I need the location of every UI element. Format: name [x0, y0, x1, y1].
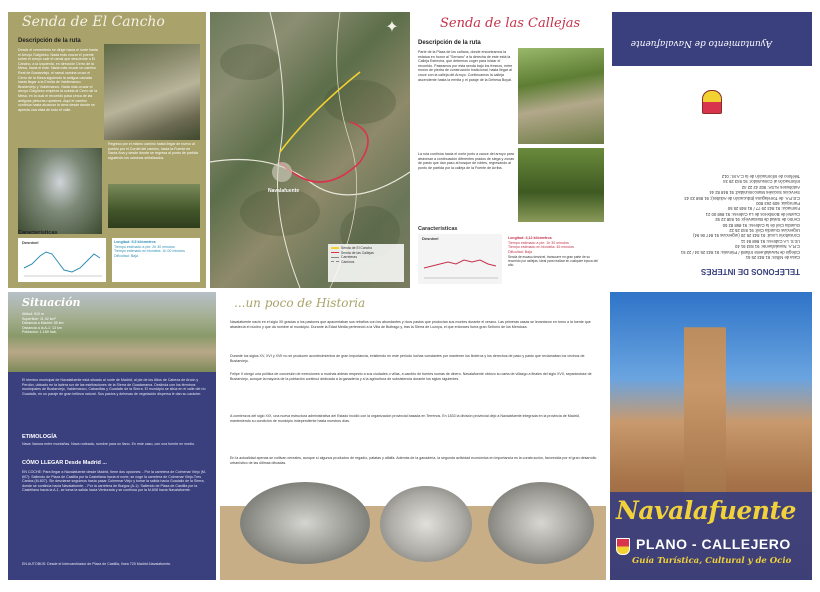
callejas-char-heading: Características: [418, 226, 458, 232]
legend-item-cancho: Senda de El Cancho: [331, 246, 401, 251]
callejas-desc-text: Parte de la Plaza de los cañaos, donde encontramos la estatua en honor al "Serrano" a la derecha de este está la Calleja Estrecha, que debemos coger para iniciar el recorrido. Paseamos por esta senda bajo los fresnos, entre muros de piedra de construcción tradicional, hasta llegar al cruce con la calleja del Arroyo. Continuamos la calleja ascendente hasta la ermita y el paraje de la Dehesa Boyal.: [418, 50, 513, 82]
callejas-stats-box: [506, 234, 604, 284]
phone-line: Información al Consumidor: 91 843 29 34: [723, 179, 800, 185]
callejas-note: Senda de escaso desnivel, transcurre en gran parte de su recorrido por callejas. Ideal para realizar en cualquier época del año.: [508, 255, 598, 268]
callejas-stat: Tiempo estimado a pie: 1h 30 minutos: [508, 240, 569, 245]
callejas-desc-heading: Descripción de la ruta: [418, 40, 481, 46]
legend-item-roads: Carreteras: [331, 255, 401, 260]
bus-text: EN AUTOBÚS: Desde el Intercambiador de Plaza de Castilla, línea 725 Madrid-Navalafuente.: [22, 562, 172, 566]
phone-line: Cuartel de Bomberos de La Cabrera: 91 868 00 21: [705, 211, 800, 217]
callejas-stat: Tiempo estimado en bicicleta: 45 minutos: [508, 245, 574, 250]
cancho-photo-rocks: [104, 44, 200, 140]
route-map[interactable]: [210, 12, 410, 288]
cancho-stat: Tiempo estimado en bicicleta: 1h 00 minutos: [114, 249, 185, 254]
map-place-label: Navalafuente: [268, 188, 300, 194]
cancho-profile-chart: [18, 238, 106, 282]
cancho-desc-text2: Regreso por el mismo camino hasta llegar de nuevo al pueblo por el Cordel del camino, hacia la Fuente de Santa Ana y desde donde se regresa al punto de partida siguiendo los caminos señalizados.: [108, 142, 198, 160]
situacion-panel: [8, 292, 216, 580]
phone-line: Urgencias Guardia Civil: 91 843 25 22: [729, 227, 800, 233]
phone-line: Teléfono de Información de la C.A.M.: 012: [721, 173, 800, 179]
cancho-stat: Dificultad: Baja: [114, 253, 138, 258]
situacion-datum: Distancia a la A-1: 13 km: [22, 325, 62, 330]
phones-title: TELÉFONOS DE INTERÉS: [700, 267, 800, 276]
historia-p4: A comienzos del siglo XIX, una nueva estructura administrativa del Estado incidió con la organización provincial basada en Terrenos. En 1833 la división provincial dejó a Navalafuente integrada en la provincia de Madrid, manteniendo su condición de municipio independiente hasta nuestros días.: [230, 414, 580, 423]
legend-item-callejas: Senda de las Callejas: [331, 251, 401, 256]
ayuntamiento-bar: [612, 12, 812, 66]
historia-photo-house: [488, 482, 594, 564]
coat-of-arms-icon: [702, 90, 722, 114]
historia-p3: Felipe II otorgó una política de concesión de exenciones a muchas aldeas respecto a sus ciudades o villas, a cambio de fuertes sumas de dinero. Navalafuente obtuvo su carta de villazgo a finales del siglo XVII, separándose de Bustarviejo, aunque la mayoría de la población continuó dedicada a la ganadería y a la agricultura de subsistencia durante los siglos siguientes.: [230, 372, 592, 381]
historia-p1: Navalafuente nació en el siglo XII gracias a los pastores que apacentaban sus rebaños con los abundantes y ricos pastos que producían sus montes durante el verano. Las primeras casas se levantaron en torno a la fuente que abastecía el núcleo y que da nombre al municipio. Durante la Edad Media perteneció a la Villa de Buitrago y, tras la Sierra de Lozoya, el que entonces fuera gran Señorío de los Mendoza.: [230, 320, 591, 329]
situacion-datum: Población: 1.169 hab.: [22, 330, 57, 335]
callejas-panel: [412, 12, 608, 288]
callejas-desc-text2: La ruta continúa hacia el norte junto a cauce del arroyo para atravesar a continuación diferentes prados de siega y zonas de pasto que dan paso al bosque de robles, regresando al punto de partida por la calleja de la Fuente de Arriba.: [418, 152, 514, 170]
cover-tagline: Guía Turística, Cultural y de Ocio: [632, 556, 792, 566]
cancho-stat: Longitud: 5,5 kilómetros: [114, 240, 156, 244]
historia-photo-village: [380, 486, 472, 562]
cover-coat-of-arms-icon: [616, 538, 630, 555]
cancho-stat: Tiempo estimado a pie: 2h 30 minutos: [114, 244, 175, 249]
cancho-desc-text: Desde el cementerio se dirige hacia el norte hasta el Arroyo Galgüeso. Nada más cruzar el puente sobre el arroyo sale el ramal que desciende a El Cancho, a la izquierda, en dirección Cerro de la Mesa, hacia el este. Nada más cruzar un camino Real de Bustarviejo, el ramal camina cruzo el Cerro de la Mesa siguiendo la antigua calzada hasta llegar a la Ermita de Valdemanco. Bustarviejo y Valdemanco. Nada más cruzar el arroyo Galgüeso empieza la subida al Cerro de la Mesa, en la cual el recorrido pasa cerca de las antiguas pinturas rupestres. Aquí el camino continúa hasta alcanzar la cima desde donde se aprecia una vista de todo el valle.: [18, 48, 98, 112]
compass-icon: ✦: [385, 19, 399, 36]
callejas-profile-chart: [418, 234, 502, 284]
callejas-stat: Dificultad: Baja: [508, 249, 532, 254]
cancho-char-heading: Características: [18, 230, 58, 236]
cover-panel: [610, 292, 812, 580]
directions-heading: CÓMO LLEGAR Desde Madrid ...: [22, 460, 107, 466]
cancho-stats-box: [112, 238, 200, 282]
historia-p2: Durante los siglos XV, XVI y XVII no se producen acontecimientos de gran importancia, existiendo en este período luchas constantes por mantener los linderos y los derechos de paso y pasto que reclamaban los vecinos de Bustarviejo.: [230, 354, 585, 363]
etymology-heading: ETIMOLOGÍA: [22, 434, 57, 440]
cover-title: Navalafuente: [616, 496, 796, 525]
callejas-stat: Longitud: 3,12 kilómetros: [508, 236, 552, 240]
cover-photo-church: [670, 312, 740, 502]
cancho-panel: [8, 12, 206, 288]
phone-line: Colegio de Navalafuente Infantil / Primaria: 91 843 25 34 / 22 51: [680, 249, 800, 255]
phone-line: Autobuses ALSA: 902 42 22 42: [741, 184, 800, 190]
phone-line: Casa de Niños: 91 843 25 61: [745, 255, 800, 260]
situacion-datum: Altitud: 910 m: [22, 312, 44, 316]
phone-line: Centro de Salud de Bustarviejo: 91 848 22 92: [715, 217, 800, 223]
situacion-datum: Distancia a Madrid: 55 km: [22, 321, 64, 326]
callejas-profile-label: Desnivel: [422, 236, 439, 241]
historia-photo-sheep: [240, 482, 370, 564]
phones-list: [620, 174, 800, 261]
cancho-profile-label: Desnivel: [22, 240, 39, 245]
historia-panel: [220, 292, 606, 580]
callejas-photo-path: [518, 48, 604, 144]
situacion-title: Situación: [22, 296, 81, 309]
cancho-desc-heading: Descripción de la ruta: [18, 38, 81, 44]
phone-line: C.R.A. Navalafuente: 91 843 91 40: [735, 244, 800, 250]
phones-panel: [612, 12, 812, 288]
cancho-photo-trees: [108, 184, 200, 228]
callejas-profile-box: [418, 234, 502, 284]
phone-line: C.E.P.A. de Torrelaguna (Educación de Adultos): 91 868 23 43: [684, 195, 800, 201]
situacion-datum: Superficie: 11,92 km²: [22, 316, 56, 321]
map-legend: [328, 244, 404, 282]
ayuntamiento-label: Ayuntamiento de Navalafuente: [630, 38, 772, 48]
historia-p5: En la actualidad apenas se cultivan cereales, aunque sí algunos productos de regadío, patatas y alfalfa. Además de la ganadería, la segunda actividad económica en importancia es la construcción, favorecida por el gran desarrollo urbanístico de las últimas décadas.: [230, 456, 597, 465]
callejas-photo-forest: [518, 148, 604, 222]
phone-line: Consultorio Local: 91 843 25 20 (urgencias 91 847 06 94): [693, 233, 800, 239]
phone-line: Farmacia: 91 843 29 77 / 91 848 25 50: [727, 206, 800, 212]
callejas-title: Senda de las Callejas: [440, 16, 581, 31]
situacion-intro: El término municipal de Navalafuente está situado al norte de Madrid, al pie de los Altos de Cabeza de Arcón y Perdón, ubicado en la ladera sur de las estribaciones de la Sierra de Guadarrama. Deslinda con los términos municipales de Bustarviejo, Valdemanco, Cabanillas y Guadalix de la Sierra. El municipio se sitúa en el valle del río Guadalix, en un paraje de gran belleza natural. Sus pastos y dehesas de vegetación dispersa le dan su carácter.: [22, 378, 206, 396]
cover-subtitle: PLANO - CALLEJERO: [636, 536, 791, 552]
phone-line: Parroquia: 609 263 800: [756, 200, 800, 206]
historia-title: ...un poco de Historia: [234, 296, 366, 310]
situacion-data: [22, 312, 102, 335]
etymology-text: Nava: llanura entre montañas. Nava rodeada, nombre para un llano. En este caso, con una fuente en medio.: [22, 442, 196, 446]
cancho-profile-box: [18, 238, 106, 282]
cancho-title: Senda de El Cancho: [22, 14, 165, 30]
phone-line: Servicios Sociales Mancomunidad: 91 848 82 44: [709, 190, 800, 196]
legend-item-paths: Caminos: [331, 260, 401, 265]
phone-line: Guardia Civil de la Cabrera: 91 868 82 50: [722, 222, 800, 228]
cancho-photo-waterfall: [18, 148, 102, 234]
phone-line: I.E.S. LA Cabrera: 91 868 84 11: [740, 238, 800, 244]
directions-text: EN COCHE: Para llegar a Navalafuente desde Madrid, tiene dos opciones: - Por la carretera de Colmenar Viejo (M-607): Saliendo de Plaza de Castilla por la Castellana hacia el norte, se coge la carretera de Colmenar Viejo-Tres Cantos (M-607). Sin desviarse seguimos hasta pasar Colmenar Viejo y tomar la salida hacia Guadalix de la Sierra, donde se continúa hacia Navalafuente. - Por la carretera de Burgos (A-1): Saliendo de Plaza de Castilla por la Castellana hacia la A-1, se toma la salida hacia Venturada y se continúa por la M-608 hacia Navalafuente.: [22, 470, 207, 493]
